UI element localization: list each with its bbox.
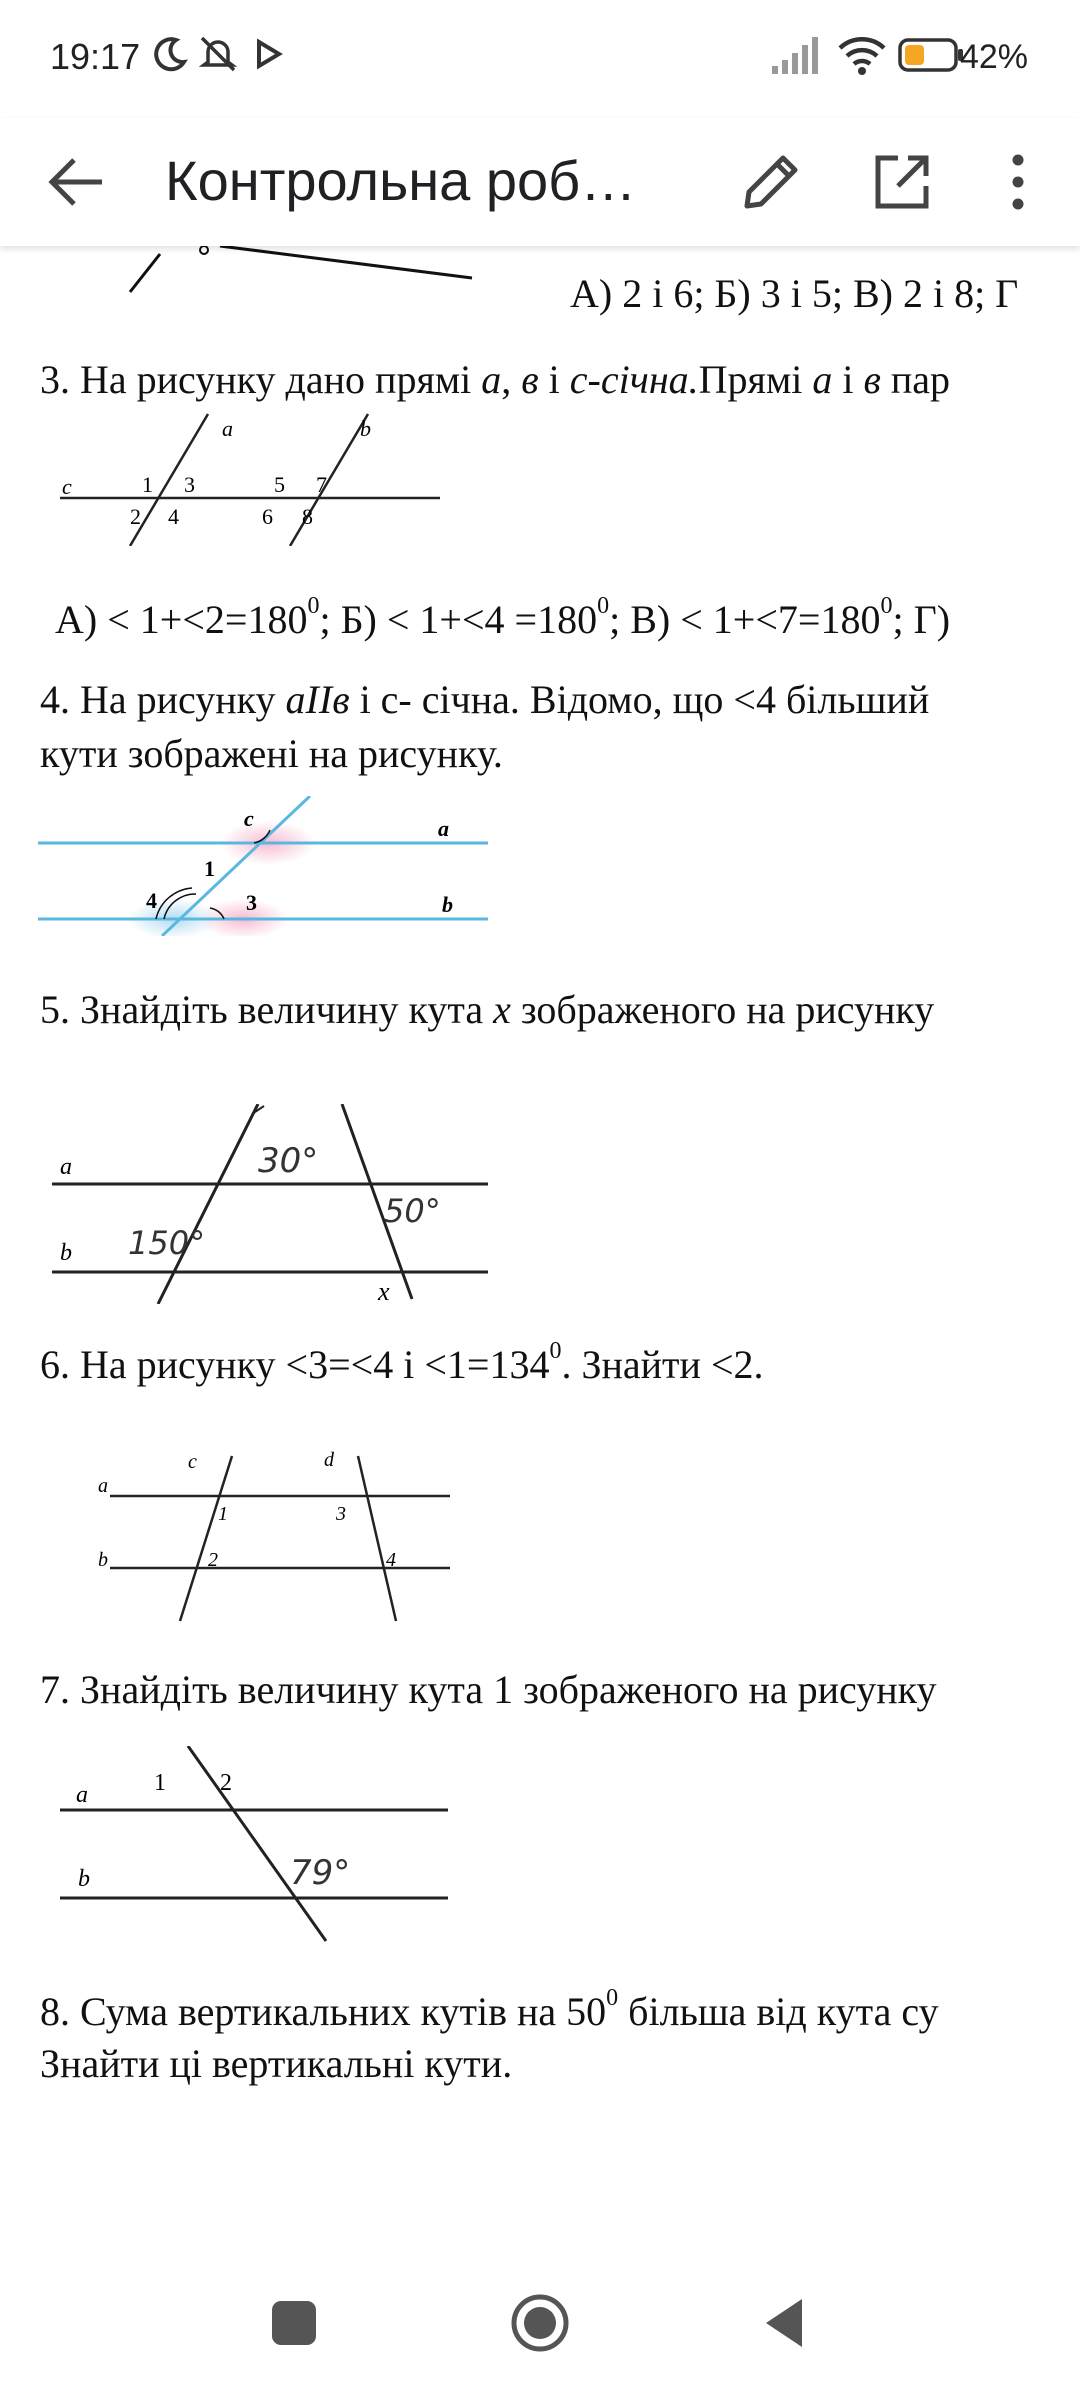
q7-label-1: 1	[154, 1770, 166, 1796]
q3-figure	[50, 406, 450, 546]
q6-label-2: 2	[208, 1549, 218, 1571]
q3-label-2: 2	[130, 504, 141, 529]
q4-label-a: a	[438, 816, 449, 841]
q4-label-b: b	[442, 892, 453, 917]
more-vert-icon[interactable]	[980, 144, 1056, 220]
battery-icon	[898, 34, 964, 76]
q5-label-150: 150°	[128, 1224, 206, 1262]
q5-label-b: b	[60, 1240, 72, 1266]
q7-label-2: 2	[220, 1770, 232, 1796]
q7-text: 7. Знайдіть величину кута 1 зображеного на рисунку	[40, 1667, 937, 1712]
q3-label-b: b	[360, 416, 371, 441]
q8-text-line1: 8. Сума вертикальних кутів на $50^0$ більша від кута су	[40, 1985, 939, 2034]
moon-icon	[150, 34, 190, 74]
q3-label-1: 1	[142, 472, 153, 497]
pencil-icon[interactable]	[733, 144, 809, 220]
q3-text: 3. На рисунку дано прямі а, в і с-січна.Прямі а і в пар	[40, 357, 951, 402]
navigation-bar	[0, 2241, 1080, 2400]
q3-answers: $А) < 1+<2=180^0$; $Б) < 1+<4 =180^0$; $В) < 1+<7=180^0$; Г)	[55, 593, 951, 642]
battery-percent: 42%	[959, 38, 1028, 76]
q7-figure	[58, 1746, 458, 1956]
q4-text-line2: кути зображені на рисунку.	[40, 731, 503, 776]
open-external-icon[interactable]	[864, 144, 940, 220]
q3-label-c: c	[62, 474, 72, 499]
document-page[interactable]	[0, 246, 1080, 2241]
q2-answers: А) 2 і 6; Б) 3 і 5; В) 2 і 8; Г	[570, 271, 1019, 316]
q6-label-4: 4	[386, 1549, 396, 1571]
q7-label-79: 79°	[290, 1853, 351, 1893]
q3-label-8: 8	[302, 504, 313, 529]
app-bar	[0, 118, 1080, 246]
q3-label-3: 3	[184, 472, 195, 497]
q3-label-7: 7	[316, 472, 327, 497]
q8-text-line2: Знайти ці вертикальні кути.	[40, 2041, 513, 2086]
q7-label-b: b	[78, 1866, 90, 1892]
status-time: 19:17	[50, 36, 141, 77]
q5-label-50: 50°	[384, 1192, 441, 1230]
q4-label-1: 1	[204, 856, 215, 881]
status-bar	[0, 0, 1080, 118]
notifications-off-icon	[198, 34, 238, 74]
q6-label-b: b	[98, 1549, 108, 1571]
q3-label-a: a	[222, 416, 233, 441]
q4-label-4: 4	[146, 888, 157, 913]
signal-icon	[770, 34, 822, 76]
q6-figure	[90, 1446, 460, 1626]
q7-label-a: a	[76, 1782, 88, 1808]
q5-label-a: a	[60, 1154, 72, 1180]
q4-text-line1: 4. На рисунку аIIв і с- січна. Відомо, що <4 більший	[40, 677, 930, 722]
q6-label-1: 1	[218, 1503, 228, 1525]
q5-figure	[48, 1104, 508, 1304]
document-title: Контрольна роб…	[165, 149, 637, 212]
q3-label-5: 5	[274, 472, 285, 497]
q6-text: 6. На рисунку <3=<4 $і <1=134^0$. Знайти <2.	[40, 1338, 764, 1387]
q5-label-30: 30°	[258, 1141, 319, 1181]
q2-figure-fragment	[100, 246, 500, 296]
q6-label-3: 3	[336, 1503, 346, 1525]
q6-label-c: c	[188, 1451, 197, 1473]
back-triangle-icon[interactable]	[754, 2291, 818, 2355]
q3-label-6: 6	[262, 504, 273, 529]
back-arrow-icon[interactable]	[40, 144, 116, 220]
wifi-icon	[838, 34, 886, 76]
home-circle-icon[interactable]	[508, 2291, 572, 2355]
q5-text: 5. Знайдіть величину кута х зображеного на рисунку	[40, 987, 935, 1032]
q6-label-a: a	[98, 1475, 108, 1497]
q6-label-d: d	[324, 1449, 334, 1471]
play-store-icon	[255, 34, 283, 74]
recents-square-icon[interactable]	[262, 2291, 326, 2355]
q4-label-3: 3	[246, 890, 257, 915]
q5-label-x: x	[378, 1277, 390, 1304]
q4-figure	[38, 796, 498, 936]
q3-label-4: 4	[168, 504, 179, 529]
q4-label-c: c	[244, 806, 254, 831]
